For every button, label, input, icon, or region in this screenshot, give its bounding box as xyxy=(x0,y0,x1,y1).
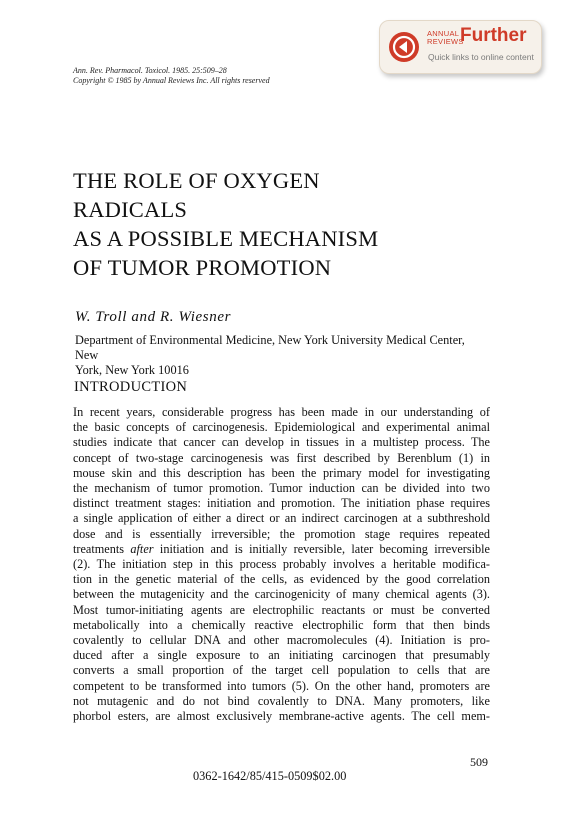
title-line: OF TUMOR PROMOTION xyxy=(73,255,332,280)
article-code: 0362-1642/85/415-0509$02.00 xyxy=(193,769,347,783)
badge-subtitle: Quick links to online content xyxy=(428,52,534,62)
affiliation-line: York, New York 10016 xyxy=(75,363,189,377)
affiliation-line: Department of Environmental Medicine, New York University Medical Center, New xyxy=(75,333,465,362)
body-line: between the mutagenicity and the carcinogenicity of many chemical agents (3). xyxy=(73,587,490,602)
further-links-badge[interactable] xyxy=(379,20,542,74)
body-line: duced after a single exposure to an initiating carcinogen that presumably xyxy=(73,648,490,663)
authors: W. Troll and R. Wiesner xyxy=(75,309,232,325)
badge-brand-line2: REVIEWS xyxy=(427,37,464,46)
body-line: Most tumor-initiating agents are electrophilic reactants or must be converted xyxy=(73,602,490,617)
body-line: a single application of either a direct or an indirect carcinogen at a subthreshold xyxy=(73,511,490,526)
body-line: concept of two-stage carcinogenesis was first described by Berenblum (1) in xyxy=(73,450,490,465)
body-line: the mechanism of tumor promotion. Tumor induction can be divided into two xyxy=(73,481,490,496)
body-text xyxy=(73,405,490,724)
section-heading: INTRODUCTION xyxy=(74,379,188,395)
citation-line-1: Ann. Rev. Pharmacol. Toxicol. 1985. 25:509–28 xyxy=(73,66,227,75)
body-line: treatments after initiation and is initially reversible, later becoming irreversible xyxy=(73,541,490,556)
body-line: In recent years, considerable progress has been made in our understanding of xyxy=(73,405,490,419)
body-line: competent to be transformed into tumors (5). On the other hand, promoters are xyxy=(73,678,490,693)
title-line: THE ROLE OF OXYGEN xyxy=(73,168,320,193)
affiliation xyxy=(75,333,487,378)
body-line: converts a small proportion of the target cell population to cells that are xyxy=(73,663,490,678)
badge-brand xyxy=(427,30,464,46)
play-icon xyxy=(389,32,419,62)
title-line: AS A POSSIBLE MECHANISM xyxy=(73,226,379,251)
body-line: dose and is essentially irreversible; the promotion stage requires repeated xyxy=(73,526,490,541)
title-line: RADICALS xyxy=(73,197,188,222)
body-line: distinct treatment stages: initiation and promotion. The initiation phase requires xyxy=(73,496,490,511)
body-line: covalently to cellular DNA and other macromolecules (4). Initiation is pro- xyxy=(73,633,490,648)
citation xyxy=(73,66,270,86)
body-line: the basic concepts of carcinogenesis. Epidemiological and experimental animal xyxy=(73,420,490,435)
body-line: metabolically into a chemically reactive electrophilic form that then binds xyxy=(73,617,490,632)
badge-brand-line1: ANNUAL xyxy=(427,29,460,38)
body-line: tion in the genetic material of the cells, as evidenced by the good correlation xyxy=(73,572,490,587)
body-line: phorbol esters, are almost exclusively membrane-active agents. The cell mem- xyxy=(73,709,490,724)
body-line: (2). The initiation step in this process probably involves a heritable modifica- xyxy=(73,557,490,572)
body-line: not mutagenic and do not bind covalently to DNA. Many promoters, like xyxy=(73,693,490,708)
body-line: mouse skin and this description has been the primary model for investigating xyxy=(73,465,490,480)
body-line: studies indicate that cancer can develop in tissues in a multistep process. The xyxy=(73,435,490,450)
citation-line-2: Copyright © 1985 by Annual Reviews Inc. All rights reserved xyxy=(73,76,270,85)
badge-further-label: Further xyxy=(460,25,527,46)
page-number: 509 xyxy=(470,755,488,769)
article-title xyxy=(73,166,378,282)
